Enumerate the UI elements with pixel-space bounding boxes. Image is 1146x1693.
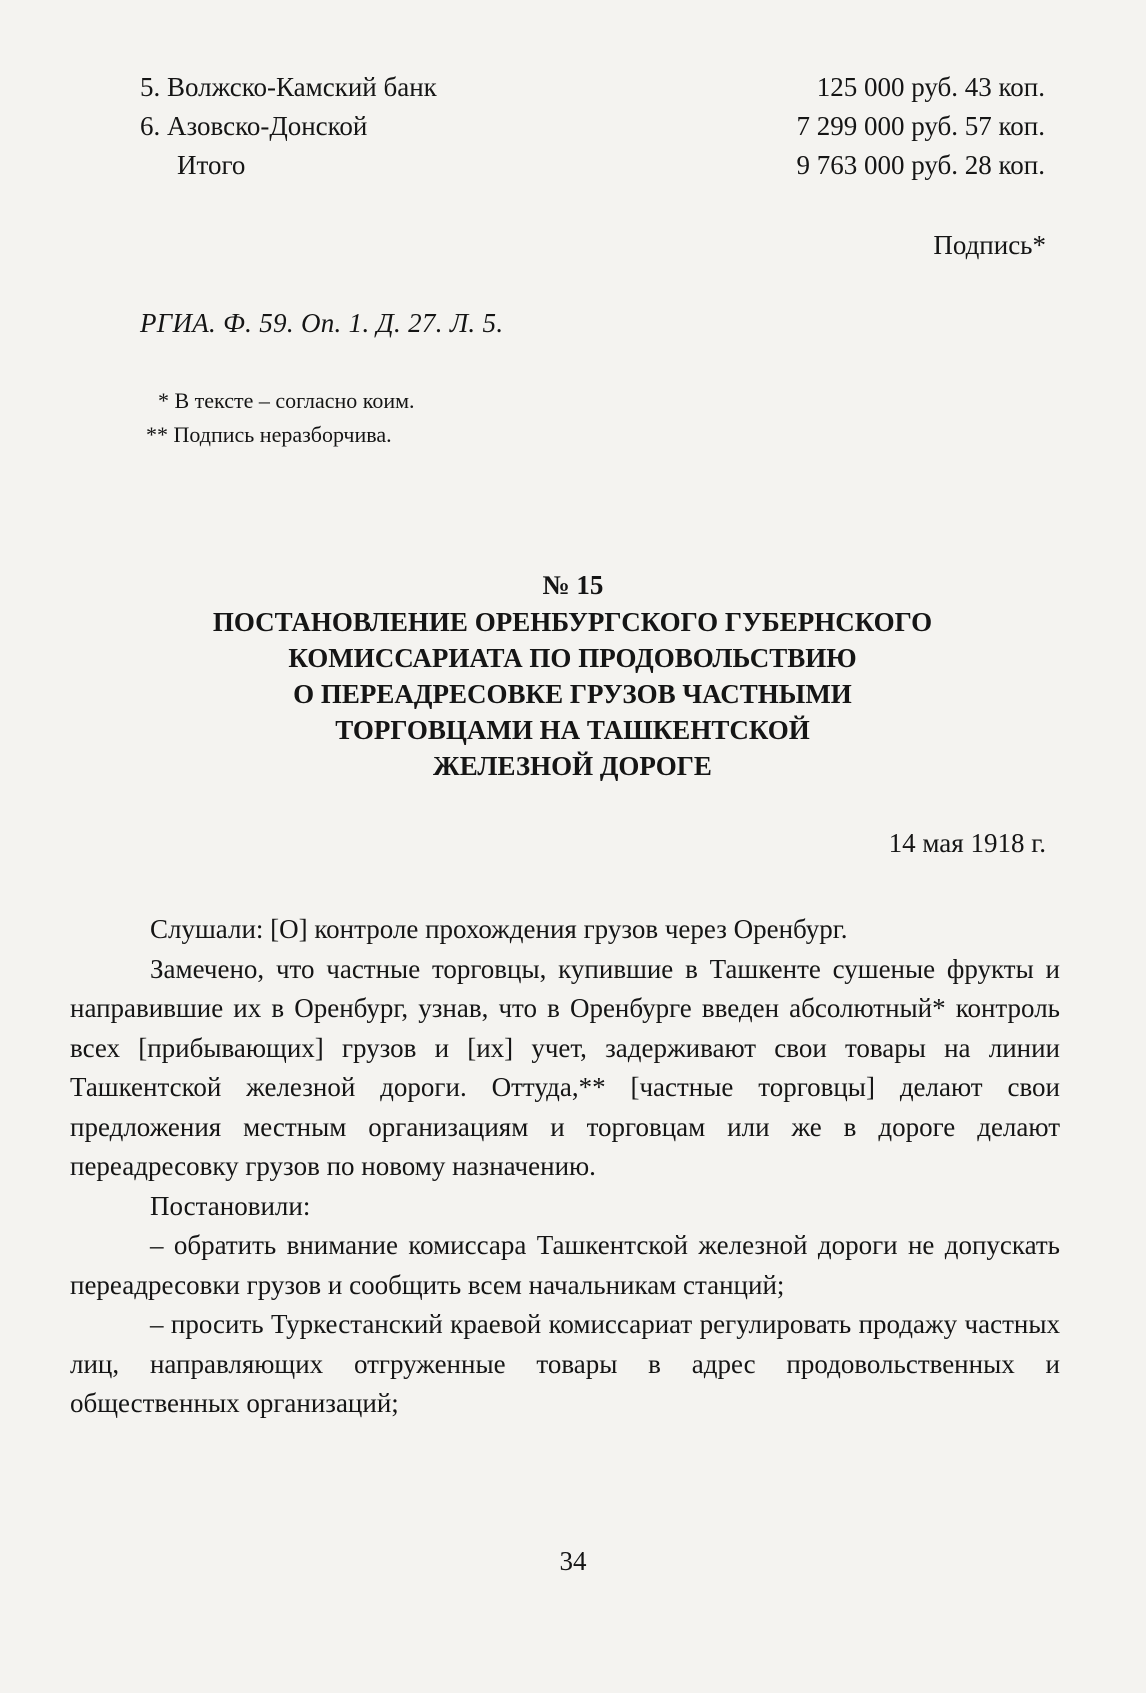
- bank-name: 5. Волжско-Камский банк: [140, 72, 437, 102]
- title-line: ПОСТАНОВЛЕНИЕ ОРЕНБУРГСКОГО ГУБЕРНСКОГО: [212, 607, 933, 637]
- bank-amount: 125 000 руб. 43 коп.: [816, 72, 1045, 102]
- footnote-1: * В тексте – согласно коим.: [158, 388, 415, 413]
- paragraph-item-1: – обратить внимание комиссара Ташкентской железной дороги не допускать переадресовки грузов и сообщить всем начальникам станций;: [70, 1230, 1060, 1300]
- total-amount: 9 763 000 руб. 28 коп.: [796, 150, 1045, 180]
- document-number: № 15: [542, 570, 604, 600]
- title-line: О ПЕРЕАДРЕСОВКЕ ГРУЗОВ ЧАСТНЫМИ: [293, 679, 852, 709]
- bank-row-volzhsko-kamsky: [140, 72, 1045, 112]
- document-date: 14 мая 1918 г.: [888, 828, 1046, 858]
- bank-row-total: [140, 150, 1045, 190]
- paragraph-resolved: Постановили:: [150, 1190, 311, 1221]
- title-line: КОМИССАРИАТА ПО ПРОДОВОЛЬСТВИЮ: [288, 643, 857, 673]
- signature-note: Подпись*: [933, 230, 1046, 260]
- archive-reference: РГИА. Ф. 59. Оп. 1. Д. 27. Л. 5.: [140, 308, 504, 338]
- bank-amount: 7 299 000 руб. 57 коп.: [796, 111, 1045, 141]
- bank-name: 6. Азовско-Донской: [140, 111, 368, 141]
- title-line: ТОРГОВЦАМИ НА ТАШКЕНТСКОЙ: [335, 715, 810, 745]
- paragraph-heard: Слушали: [О] контроле прохождения грузов через Оренбург.: [150, 914, 848, 944]
- paragraph-observation: Замечено, что частные торговцы, купившие в Ташкенте сушеные фрукты и направившие их в Оренбург, узнав, что в Оренбурге введен абсолютный* контроль всех [прибывающих] грузов и [их] учет, задерживают свои товары на линии Ташкентской железной дороги. Оттуда,** [частные торговцы] делают свои предложения местным организациям и торговцам или же в дороге делают переадресовку грузов по новому назначению.: [70, 953, 1060, 1181]
- document-body: [70, 910, 1060, 1424]
- bank-row-azovsko-donskoy: [140, 111, 1045, 151]
- footnote-2: ** Подпись неразборчива.: [146, 422, 392, 447]
- title-line: ЖЕЛЕЗНОЙ ДОРОГЕ: [433, 751, 712, 781]
- paragraph-item-2: – просить Туркестанский краевой комиссариат регулировать продажу частных лиц, направляющих отгруженные товары в адрес продовольственных и общественных организаций;: [70, 1309, 1060, 1418]
- page-number: 34: [559, 1546, 587, 1576]
- document-title: [100, 604, 1045, 784]
- total-label: Итого: [177, 150, 246, 180]
